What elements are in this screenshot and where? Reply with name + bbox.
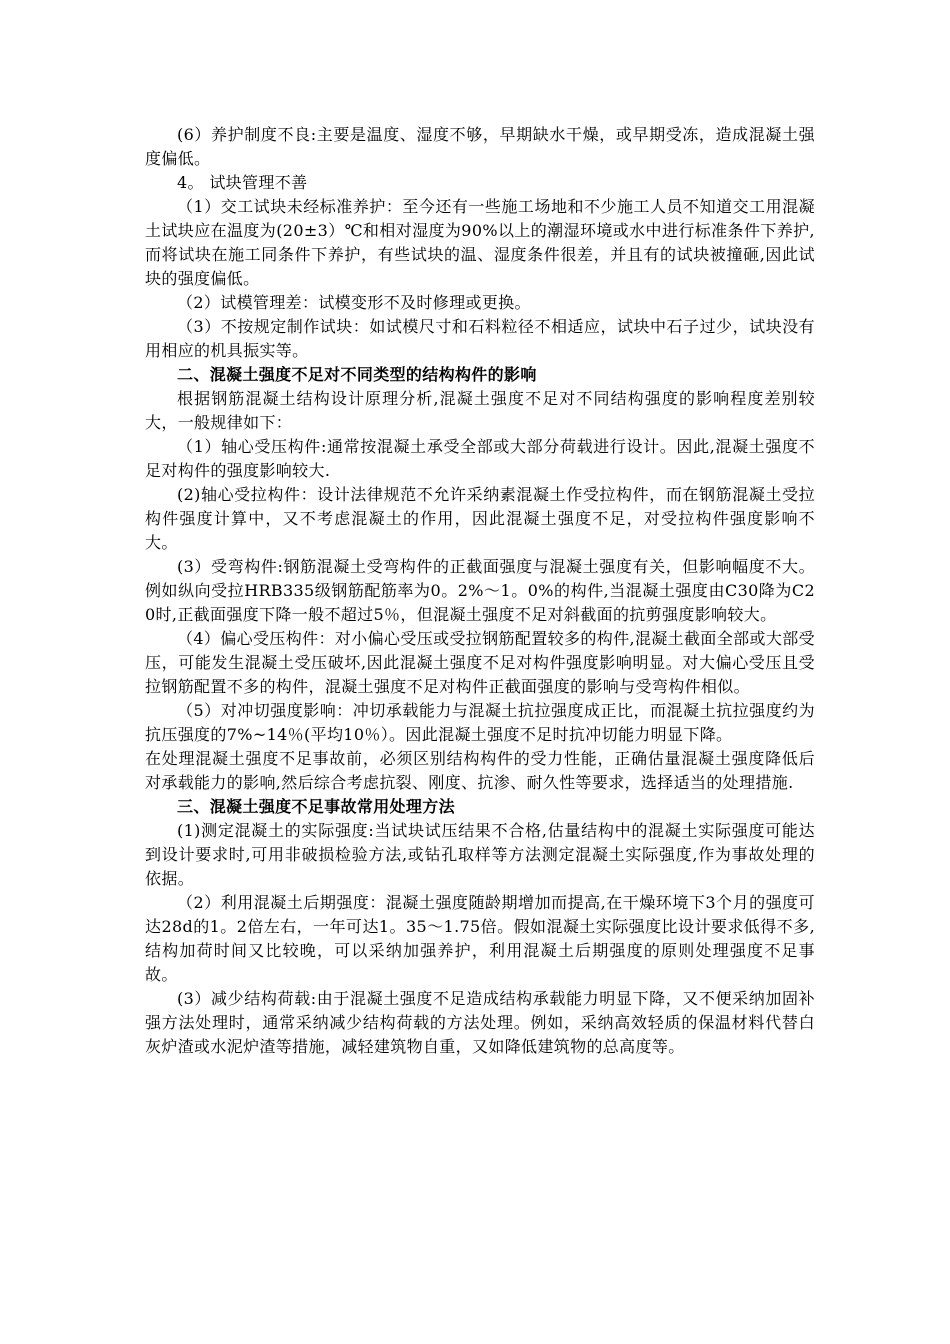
paragraph-axial-compression: （1）轴心受压构件:通常按混凝土承受全部或大部分荷载进行设计。因此,混凝土强度不足对构件的强度影响较大. [145,437,815,480]
section-heading-2: 二、混凝土强度不足对不同类型的结构构件的影响 [177,365,537,384]
paragraph-flexural-members: (3）受弯构件:钢筋混凝土受弯构件的正截面强度与混凝土强度有关，但影响幅度不大。例如纵向受拉HRB335级钢筋配筋率为0。2%～1。0%的构件,当混凝土强度由C30降为C20时,正截面强度下降一般不超过5％，但混凝土强度不足对斜截面的抗剪强度影响较大。 [145,557,815,624]
paragraph-later-strength: （2）利用混凝土后期强度：混凝土强度随龄期增加而提高,在干燥环境下3个月的强度可达28d的1。2倍左右，一年可达1。35～1.75倍。假如混凝土实际强度比设计要求低得不多,结构加荷时间又比较晚，可以采纳加强养护，利用混凝土后期强度的原则处理强度不足事故。 [145,893,815,984]
paragraph-curing-regime: (6）养护制度不良:主要是温度、湿度不够，早期缺水干燥，或早期受冻，造成混凝土强度偏低。 [145,125,815,168]
section-heading-3: 三、混凝土强度不足事故常用处理方法 [177,797,455,816]
paragraph-reduce-load: (3）减少结构荷载:由于混凝土强度不足造成结构承载能力明显下降，又不便采纳加固补强方法处理时，通常采纳减少结构荷载的方法处理。例如，采纳高效轻质的保温材料代替白灰炉渣或水泥炉渣等措施，减轻建筑物自重，又如降低建筑物的总高度等。 [145,989,815,1056]
paragraph-mold-management: （2）试模管理差：试模变形不及时修理或更换。 [177,293,531,312]
paragraph-specimen-not-standard-cured: （1）交工试块未经标准养护：至今还有一些施工场地和不少施工人员不知道交工用混凝土试块应在温度为(20±3）℃和相对湿度为90%以上的潮湿环境或水中进行标准条件下养护,而将试块在施工同条件下养护，有些试块的温、湿度条件很差，并且有的试块被撞砸,因此试块的强度偏低。 [145,197,815,288]
paragraph-eccentric-compression: （4）偏心受压构件：对小偏心受压或受拉钢筋配置较多的构件,混凝土截面全部或大部受压，可能发生混凝土受压破坏,因此混凝土强度不足对构件强度影响明显。对大偏心受压且受拉钢筋配置不多的构件，混凝土强度不足对构件正截面强度的影响与受弯构件相似。 [145,629,815,696]
paragraph-intro-analysis: 根据钢筋混凝土结构设计原理分析,混凝土强度不足对不同结构强度的影响程度差别较大，一般规律如下： [145,389,815,432]
paragraph-handling-summary: 在处理混凝土强度不足事故前，必须区别结构构件的受力性能，正确估量混凝土强度降低后对承载能力的影响,然后综合考虑抗裂、刚度、抗渗、耐久性等要求，选择适当的处理措施. [145,749,815,792]
paragraph-specimen-management-title: 4。 试块管理不善 [177,173,308,192]
paragraph-punching-shear: （5）对冲切强度影响：冲切承载能力与混凝土抗拉强度成正比，而混凝土抗拉强度约为抗压强度的7%~14％(平均10％）。因此混凝土强度不足时抗冲切能力明显下降。 [145,701,815,744]
paragraph-axial-tension: (2)轴心受拉构件：设计法律规范不允许采纳素混凝土作受拉构件，而在钢筋混凝土受拉构件强度计算中，又不考虑混凝土的作用，因此混凝土强度不足，对受拉构件强度影响不大。 [145,485,815,552]
document-page [145,123,815,1059]
paragraph-specimen-making: （3）不按规定制作试块：如试模尺寸和石料粒径不相适应，试块中石子过少，试块没有用相应的机具振实等。 [145,317,815,360]
paragraph-measure-actual-strength: (1)测定混凝土的实际强度:当试块试压结果不合格,估量结构中的混凝土实际强度可能达到设计要求时,可用非破损检验方法,或钻孔取样等方法测定混凝土实际强度,作为事故处理的依据。 [145,821,815,888]
